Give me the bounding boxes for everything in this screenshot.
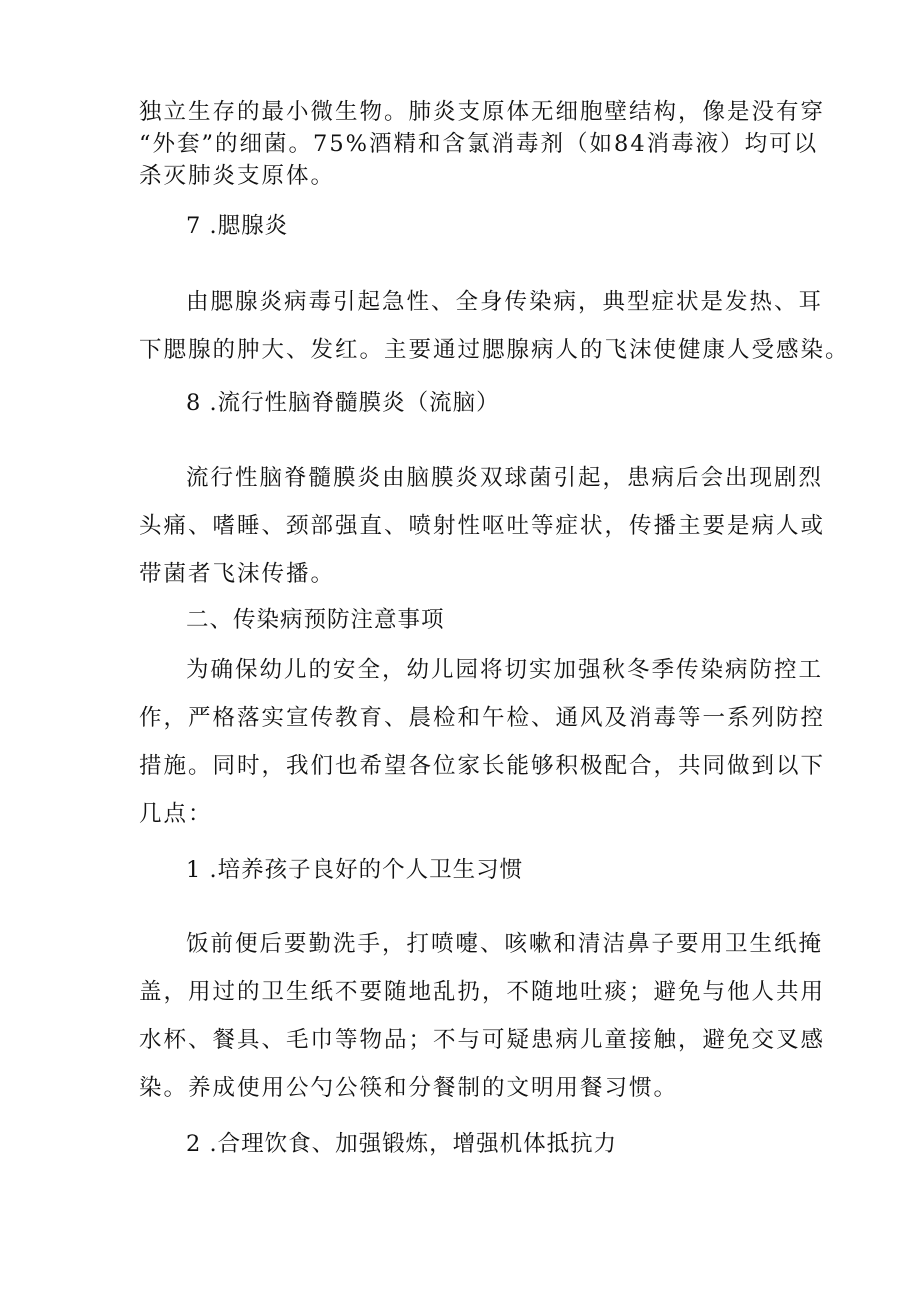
paragraph-line: 措施。同时，我们也希望各位家长能够积极配合，共同做到以下 <box>139 753 826 779</box>
paragraph-line: 水杯、餐具、毛巾等物品；不与可疑患病儿童接触，避免交叉感 <box>139 1027 826 1053</box>
paragraph-line: 作，严格落实宣传教育、晨检和午检、通风及消毒等一系列防控 <box>139 705 826 731</box>
section-heading-meningitis: 8 .流行性脑脊髓膜炎（流脑） <box>186 390 500 416</box>
paragraph-line: 头痛、嗜睡、颈部强直、喷射性呕吐等症状，传播主要是病人或 <box>139 513 826 539</box>
paragraph-line: 由腮腺炎病毒引起急性、全身传染病，典型症状是发热、耳 <box>186 289 824 315</box>
section-heading-hygiene: 1 .培养孩子良好的个人卫生习惯 <box>186 857 524 883</box>
paragraph-line: 下腮腺的肿大、发红。主要通过腮腺病人的飞沫使健康人受感染。 <box>139 337 850 363</box>
paragraph-line: 饭前便后要勤洗手，打喷嚏、咳嗽和清洁鼻子要用卫生纸掩 <box>186 931 824 957</box>
paragraph-line: 带菌者飞沫传播。 <box>139 561 336 587</box>
paragraph-line: 独立生存的最小微生物。肺炎支原体无细胞壁结构，像是没有穿 <box>139 99 826 125</box>
section-heading-mumps: 7 .腮腺炎 <box>186 213 289 239</box>
paragraph-line: 盖，用过的卫生纸不要随地乱扔，不随地吐痰；避免与他人共用 <box>139 979 826 1005</box>
section-heading-diet: 2 .合理饮食、加强锻炼，增强机体抵抗力 <box>186 1131 618 1157</box>
paragraph-line: 杀灭肺炎支原体。 <box>139 163 336 189</box>
paragraph-line: “外套”的细菌。75%酒精和含氯消毒剂（如84消毒液）均可以 <box>139 131 819 157</box>
paragraph-line: 几点： <box>139 801 213 827</box>
paragraph-line: 流行性脑脊髓膜炎由脑膜炎双球菌引起，患病后会出现剧烈 <box>186 465 824 491</box>
paragraph-line: 为确保幼儿的安全，幼儿园将切实加强秋冬季传染病防控工 <box>186 657 824 683</box>
section-title: 二、传染病预防注意事项 <box>186 607 445 633</box>
paragraph-line: 染。养成使用公勺公筷和分餐制的文明用餐习惯。 <box>139 1075 679 1101</box>
